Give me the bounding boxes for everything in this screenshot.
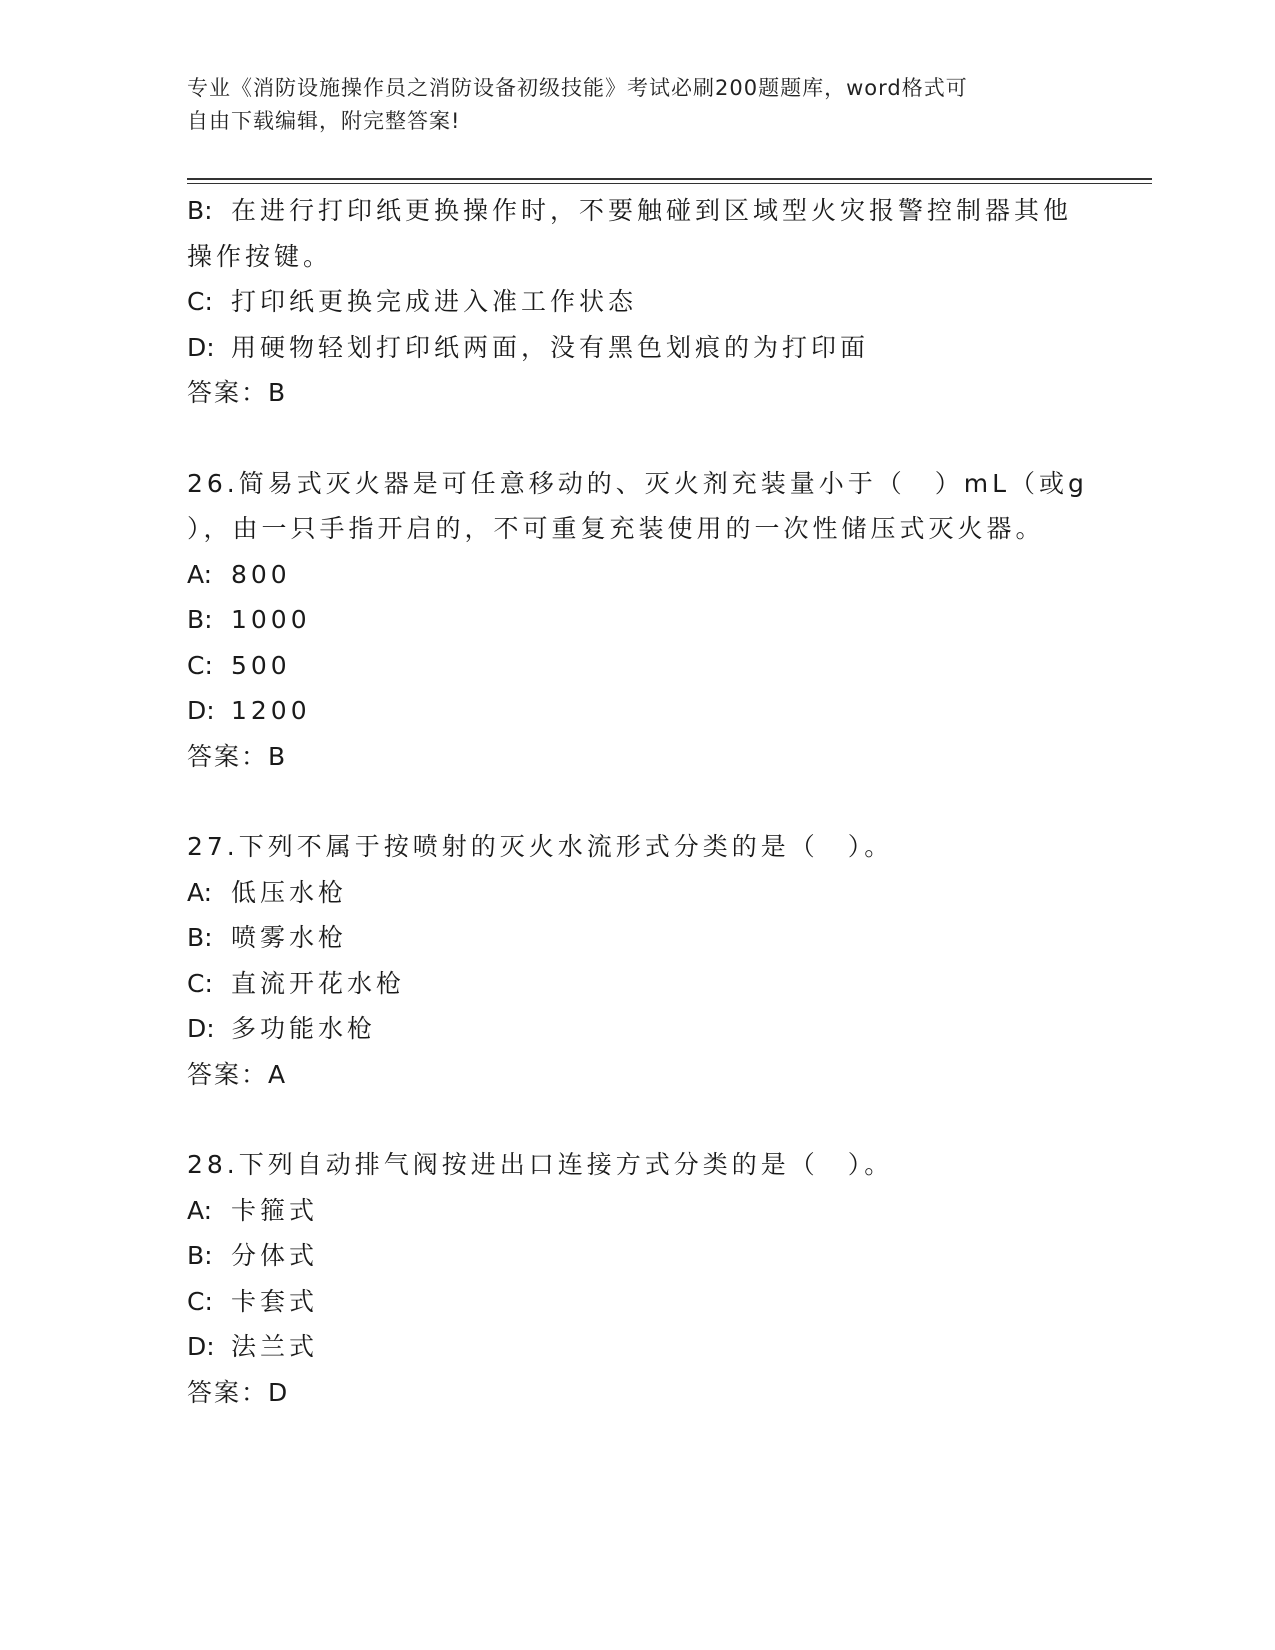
option-line [187, 1006, 1087, 1052]
option-text: 1000 [231, 605, 311, 634]
option-text: 卡箍式 [231, 1195, 319, 1225]
option-key: A: [187, 559, 213, 589]
option-text: 直流开花水枪 [231, 968, 406, 998]
option-text: 用硬物轻划打印纸两面，没有黑色划痕的为打印面 [231, 332, 870, 362]
option-text: 操作按键。 [187, 241, 333, 271]
option-key: D: [187, 696, 215, 725]
option-text: 分体式 [231, 1241, 319, 1270]
option-key: B: [187, 605, 213, 634]
option-line [187, 915, 1087, 961]
header-divider-thick [187, 178, 1152, 180]
option-key: D: [187, 1332, 215, 1361]
question-stem: ），由一只手指开启的，不可重复充装使用的一次性储压式灭火器。 [187, 514, 1045, 543]
option-key: B: [187, 196, 213, 225]
option-line [187, 1233, 1087, 1279]
option-text: 低压水枪 [231, 877, 348, 907]
option-key: C: [187, 650, 213, 680]
option-key: A: [187, 877, 213, 907]
option-text: 法兰式 [231, 1332, 319, 1361]
option-text: 打印纸更换完成进入准工作状态 [231, 287, 638, 316]
option-line [187, 597, 1087, 643]
option-line [187, 325, 1087, 371]
option-text: 卡套式 [231, 1286, 319, 1316]
option-key: B: [187, 1241, 213, 1270]
option-line [187, 552, 1087, 598]
option-key: C: [187, 287, 213, 316]
option-key: D: [187, 332, 215, 362]
header-line-1: 专业《消防设施操作员之消防设备初级技能》考试必刷200题题库，word格式可 [187, 76, 968, 100]
option-line [187, 688, 1087, 734]
document-header [187, 72, 1067, 138]
option-text: 喷雾水枪 [231, 923, 348, 952]
answer-line: 答案：B [187, 378, 288, 407]
option-line [187, 870, 1087, 916]
option-text: 在进行打印纸更换操作时，不要触碰到区域型火灾报警控制器其他 [231, 196, 1073, 225]
option-line [187, 188, 1087, 234]
option-line [187, 1188, 1087, 1234]
header-line-2: 自由下载编辑，附完整答案! [187, 109, 461, 133]
option-line [187, 279, 1087, 325]
option-text: 多功能水枪 [231, 1014, 377, 1043]
question-stem: 26.简易式灭火器是可任意移动的、灭火剂充装量小于（ ）mL（或g [187, 468, 1088, 498]
option-line [187, 961, 1087, 1007]
question-content [187, 188, 1087, 1415]
answer-line: 答案：A [187, 1059, 288, 1089]
option-text: 1200 [231, 696, 311, 725]
answer-line: 答案：B [187, 741, 288, 771]
question-stem: 28.下列自动排气阀按进出口连接方式分类的是（ ）。 [187, 1150, 894, 1179]
question-stem: 27.下列不属于按喷射的灭火水流形式分类的是（ ）。 [187, 832, 894, 861]
option-line [187, 1279, 1087, 1325]
option-key: A: [187, 1195, 213, 1225]
option-key: B: [187, 923, 213, 952]
option-key: C: [187, 968, 213, 998]
option-text: 500 [231, 650, 291, 680]
option-line-wrap [187, 234, 1087, 280]
option-text: 800 [231, 559, 291, 589]
option-line [187, 643, 1087, 689]
option-key: C: [187, 1286, 213, 1316]
header-divider-thin [187, 183, 1152, 184]
option-key: D: [187, 1014, 215, 1043]
option-line [187, 1324, 1087, 1370]
answer-line: 答案：D [187, 1377, 290, 1407]
